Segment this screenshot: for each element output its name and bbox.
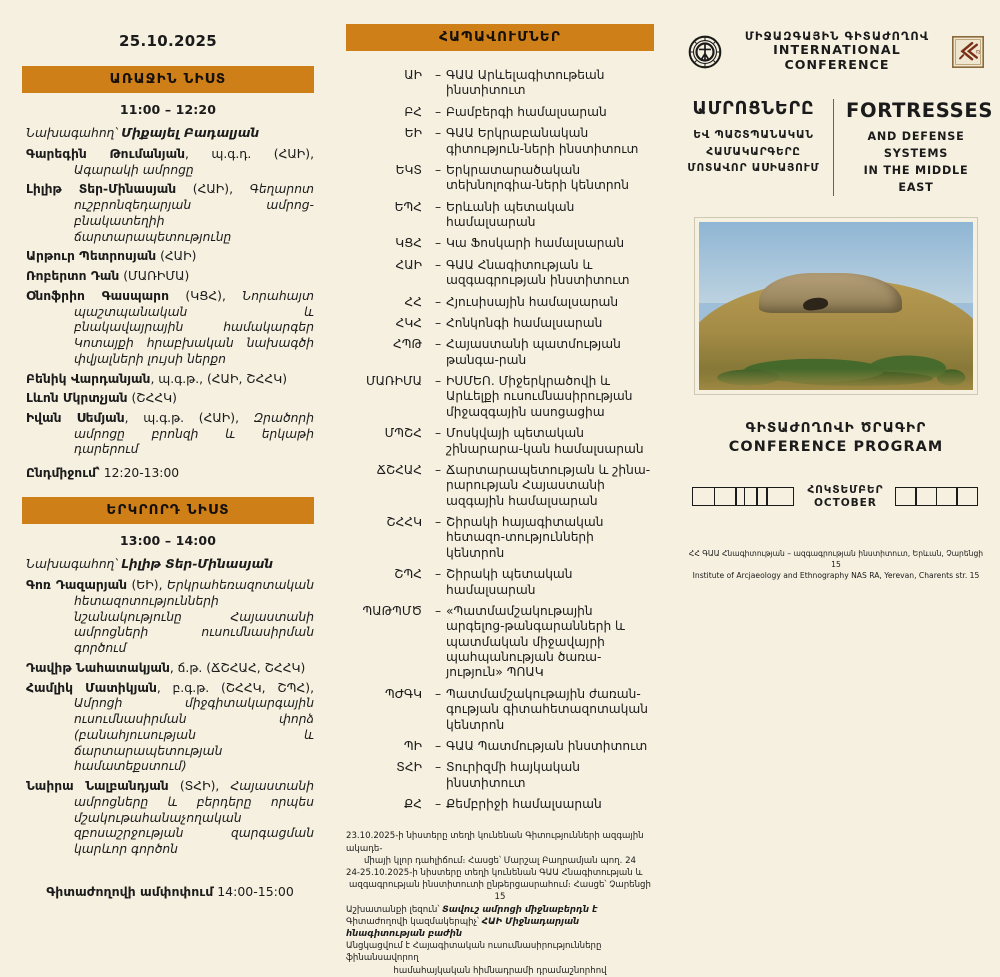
program-title-en: CONFERENCE PROGRAM xyxy=(728,438,944,455)
abbreviation-value: Կա Ֆոսկարի համալսարան xyxy=(446,236,625,251)
abbreviation-row xyxy=(346,463,654,509)
abbreviation-row xyxy=(346,374,654,420)
working-language-label: Աշխատանքի լեզուն՝ xyxy=(346,904,440,915)
dash-separator: – xyxy=(434,315,442,330)
crenellation-left-icon xyxy=(694,487,794,506)
conference-title-en xyxy=(833,99,994,196)
session-2-chair xyxy=(26,557,314,571)
closing-label: Գիտաժողովի ամփոփում xyxy=(46,883,214,899)
closing-time: 14:00-15:00 xyxy=(217,883,294,899)
dash-separator: – xyxy=(434,515,442,529)
abbreviation-key: ԱԻ xyxy=(404,68,422,82)
speaker-name: Նաիրա Նալբանդյան xyxy=(26,779,169,794)
institute-credit-hy: ՀՀ ԳԱԱ Հնագիտության – ազգագրության ինստիտուտ, Երևան, Չարենցի 15 xyxy=(688,548,984,569)
abbreviation-row xyxy=(346,316,654,331)
abbreviation-row xyxy=(346,515,654,561)
abbreviation-key: ՃՇՀԱՀ xyxy=(376,462,422,477)
abbreviation-key: ՊԻ xyxy=(403,738,422,753)
footnote-line: 24-25.10.2025-ի նիստերը տեղի կունենան ԳԱԱ Հնագիտության և xyxy=(346,867,643,878)
footnote-line: ազգագրության ինստիտուտի ընթերցասրահում։ Հասցե՝ Չարենցի 15 xyxy=(349,880,651,903)
program-title-hy: ԳԻՏԱԺՈՂՈՎԻ ԾՐԱԳԻՐ xyxy=(745,420,927,437)
abbreviation-value: Շիրակի հայագիտական հետազո-տությունների կենտրոն xyxy=(446,515,604,560)
title-sub-hy-line: ԵՎ ՊԱՇՏՊԱՆԱԿԱՆ xyxy=(693,129,814,142)
program-date: 25.10.2025 xyxy=(119,32,217,50)
speaker-affiliation: , պ.գ.դ. (ՀԱԻ), xyxy=(185,147,314,161)
talk-entry xyxy=(26,269,314,285)
abbreviation-row xyxy=(346,258,654,289)
talk-entry xyxy=(26,182,314,245)
abbreviation-key: ՏՀԻ xyxy=(396,760,422,775)
speaker-name: Օնոֆրիո Գասպարո xyxy=(26,288,169,303)
dash-separator: – xyxy=(434,738,442,753)
organizer-label: Գիտաժողովի կազմակերպիչ՝ xyxy=(346,916,480,927)
speaker-affiliation: (ՀԱԻ), xyxy=(176,182,250,197)
conference-title-hy xyxy=(686,99,833,196)
abbreviation-value: Հոնկոնգի համալսարան xyxy=(446,315,603,330)
abbreviation-value: Մոսկվայի պետական շինարարա-կան համալսարան xyxy=(446,426,644,456)
title-main-hy: ԱՄՐՈՑՆԵՐԸ xyxy=(692,99,815,120)
speaker-affiliation: (ԿՑՀ), xyxy=(168,288,243,303)
abbreviation-row xyxy=(346,760,654,791)
month-en: OCTOBER xyxy=(814,496,877,509)
month-hy: ՀՈԿՏԵՄԲԵՐ xyxy=(807,484,884,497)
title-sub-hy-line: ՄՈՏԱՎՈՐ ԱՍԻԱՅՈՒՄ xyxy=(687,161,820,174)
abbreviation-value: ԳԱԱ Պատմության ինստիտուտ xyxy=(446,738,648,753)
session-1-chair xyxy=(26,126,314,140)
session-1-break xyxy=(26,466,314,480)
chair-name: Լիլիթ Տեր-Մինասյան xyxy=(121,557,274,572)
abbreviation-row xyxy=(346,105,654,120)
abbreviation-row xyxy=(346,68,654,99)
conference-title xyxy=(686,99,994,196)
break-time: 12:20-13:00 xyxy=(103,466,180,481)
speaker-affiliation: (ԵԻ), xyxy=(127,578,167,593)
talk-entry xyxy=(26,411,314,458)
speaker-name: Ռոբերտո Դան xyxy=(26,269,120,284)
title-sub-en xyxy=(846,129,986,196)
talk-entry xyxy=(26,249,314,265)
abbreviation-row xyxy=(346,337,654,368)
institute-credit xyxy=(686,548,986,582)
abbreviation-value: Հայաստանի պատմության թանգա-րան xyxy=(446,337,621,367)
speaker-affiliation: , ճ.թ. (ՃՇՀԱՀ, ՇՀՀԿ) xyxy=(169,660,306,675)
conference-emblem-icon xyxy=(688,35,722,69)
brand-title-hy: ՄԻՋԱԶԳԱՅԻՆ ԳԻՏԱԺՈՂՈՎ xyxy=(744,29,930,43)
abbreviation-row xyxy=(346,687,654,733)
session-2-header: ԵՐԿՐՈՐԴ ՆԻՍՏ xyxy=(22,497,314,524)
abbreviation-key: ՀԿՀ xyxy=(395,315,422,330)
footnote-funding-line: Անցկացվում է Հայագիտական ուսումնասիրությունները ֆինանսավորող xyxy=(346,941,602,964)
dash-separator: – xyxy=(434,162,442,177)
speaker-name: Իվան Սեմյան xyxy=(26,411,125,426)
footnote-line: միայի կլոր դահլիճում։ Հասցե՝ Մարշալ Բաղրամյան պող. 24 xyxy=(363,855,637,866)
break-label: Ընդմիջում՝ xyxy=(26,466,100,481)
talk-entry xyxy=(26,779,314,858)
dash-separator: – xyxy=(434,236,442,251)
talk-title: Նորահայտ պաշտպանական և բնակավայրային համակարգեր Կոտայքի հրաբխական նախագծի փվյալների լույսի ներքո xyxy=(74,288,314,366)
dash-separator: – xyxy=(434,257,442,272)
title-sub-en-line: IN THE MIDDLE EAST xyxy=(863,163,969,194)
speaker-affiliation: (ՇՀՀԿ) xyxy=(127,391,177,406)
abbreviation-key: ԵԻ xyxy=(404,126,422,141)
abbreviation-value: ԳԱԱ Արևելագիտութեան ինստիտուտ xyxy=(446,68,605,98)
session-1-time: 11:00 – 12:20 xyxy=(119,102,217,117)
dash-separator: – xyxy=(434,68,442,82)
abbreviation-key: ՇՊՀ xyxy=(394,567,422,582)
title-sub-hy-line: ՀԱՄԱԿԱՐԳԵՐԸ xyxy=(706,145,801,158)
dash-separator: – xyxy=(434,567,442,582)
abbreviation-value: Բամբերգի համալսարան xyxy=(446,104,607,119)
abbreviation-key: ՄԱՌԻՄԱ xyxy=(365,374,422,388)
speaker-name: Համլիկ Մատիկյան xyxy=(26,680,157,695)
abbreviation-value: ԳԱԱ Հնագիտության և ազգագրության ինստիտուտ xyxy=(446,257,630,288)
abbreviation-value: ԻՍՄԵՈ. Միջերկրածովի և Արևելքի ուսումնասիրության միջազգային ասոցացիա xyxy=(446,374,633,419)
abbreviation-key: ՇՀՀԿ xyxy=(386,515,422,529)
dash-separator: – xyxy=(434,760,442,775)
talk-title: Հայաստանի ամրոցները և բերդերը որպես մշակութահանաչողական զբոսաշրջության զարգացման կարևոր գործոն xyxy=(74,779,314,856)
abbreviation-value: Ճարտարապետության և շինա-րարության Հայաստանի ազգային համալսարան xyxy=(446,462,651,508)
speaker-affiliation: , պ.գ.թ., (ՀԱԻ, ՇՀՀԿ) xyxy=(150,371,288,386)
abbreviation-row xyxy=(346,200,654,231)
chair-role-label: Նախագահող՝ xyxy=(26,126,118,140)
talk-entry xyxy=(26,681,314,775)
speaker-name: Արթուր Պետրոսյան xyxy=(26,249,157,264)
abbreviation-key: ՄՊՇՀ xyxy=(384,426,422,441)
abbreviations-list xyxy=(346,68,654,812)
abbreviation-row xyxy=(346,426,654,457)
closing-note xyxy=(26,884,314,899)
talk-title: Երկրահեռազոտական հետազոտությունների նշանակությունը Հայաստանի ամրոցների ուսումնասիրման գործում xyxy=(74,578,314,656)
chair-role-label: Նախագահող՝ xyxy=(26,557,118,572)
speaker-name: Գոռ Դազարյան xyxy=(26,578,128,593)
speaker-name: Լևոն Մկրտչյան xyxy=(26,391,128,406)
institute-emblem-icon xyxy=(952,36,984,68)
abbreviation-key: ՀԱԻ xyxy=(395,257,422,272)
talk-entry xyxy=(26,578,314,657)
speaker-affiliation: , պ.գ.թ. (ՀԱԻ), xyxy=(124,411,254,426)
abbreviation-row xyxy=(346,163,654,194)
program-title xyxy=(686,420,986,456)
speaker-name: Գարեգին Թումանյան xyxy=(26,147,186,161)
dash-separator: – xyxy=(434,797,442,811)
dash-separator: – xyxy=(434,104,442,119)
photo-grass xyxy=(699,369,973,391)
speaker-name: Լիլիթ Տեր-Մինասյան xyxy=(26,182,177,197)
brand-title-en: INTERNATIONAL CONFERENCE xyxy=(773,42,901,73)
svg-text:ռ: ռ xyxy=(976,47,981,56)
abbreviation-row xyxy=(346,567,654,598)
dash-separator: – xyxy=(434,337,442,352)
talk-entry xyxy=(26,289,314,368)
dash-separator: – xyxy=(434,462,442,477)
abbreviation-key: ՊԺԳԿ xyxy=(384,686,422,701)
title-sub-en-line: SYSTEMS xyxy=(883,146,949,160)
abbreviations-header: ՀԱՊԱՎՈՒՄՆԵՐ xyxy=(346,24,654,51)
footnote-line: 23.10.2025-ի նիստերը տեղի կունենան Գիտությունների ազգային ակադե- xyxy=(346,831,644,854)
title-sub-hy xyxy=(686,127,821,176)
abbreviation-key: ԲՀ xyxy=(404,104,422,119)
speaker-affiliation: (ՄԱՌԻՄԱ) xyxy=(119,269,190,284)
abbreviation-row xyxy=(346,126,654,157)
abbreviation-value: Պատմամշակութային ժառան-գության գիտահետազոտական կենտրոն xyxy=(446,686,648,732)
crenellation-right-icon xyxy=(896,487,978,506)
talk-entry xyxy=(26,147,314,178)
abbreviation-key: ԿՑՀ xyxy=(395,236,422,251)
abbreviation-key: ԵԿՏ xyxy=(395,162,422,177)
abbreviation-key: ՀՊԹ xyxy=(393,337,422,352)
abbreviation-value: Երևանի պետական համալսարան xyxy=(446,199,575,229)
abbreviation-value: Հյուսիսային համալսարան xyxy=(446,294,619,309)
schedule-column xyxy=(0,0,332,899)
organizer-value: ՀԱԻ Միջնադարյան հնագիտության բաժին xyxy=(346,916,580,939)
dash-separator: – xyxy=(434,199,442,214)
fortress-photo xyxy=(695,218,977,394)
section-gap xyxy=(22,480,314,497)
abbreviation-value: ԳԱԱ Երկրաբանական գիտություն-ների ինստիտուտ xyxy=(446,126,639,156)
speaker-name: Բենիկ Վարդանյան xyxy=(26,371,151,386)
talk-entry xyxy=(26,661,314,677)
brand-header xyxy=(688,30,984,73)
abbreviation-row xyxy=(346,236,654,251)
chair-name: Միքայել Բադալյան xyxy=(121,126,260,140)
footnote-funding-line: համահայկական հիմնադրամի դրամաշնորհով xyxy=(393,965,607,976)
dash-separator: – xyxy=(434,686,442,701)
footnote-working-language xyxy=(346,904,654,916)
footnote-organizer xyxy=(346,916,654,940)
speaker-affiliation: (ՏՀԻ), xyxy=(168,779,231,794)
abbreviation-row xyxy=(346,739,654,754)
brand-title-block xyxy=(722,30,952,73)
abbreviation-key: ՔՀ xyxy=(404,797,422,811)
talk-title: Գեղարոտ ուշբրոնզեդարյան ամրոց-բնակատեղիի ճարտարապետությունը xyxy=(74,182,314,244)
abbreviation-value: Քեմբրիջի համալսարան xyxy=(446,797,602,811)
speaker-affiliation: , բ.գ.թ. (ՇՀՀԿ, ՇՊՀ), xyxy=(156,680,314,695)
abbreviation-key: ՊԱԹՊՄԾ xyxy=(362,603,422,618)
talk-entry xyxy=(26,391,314,407)
working-language-value: Տավուշ ամրոցի միջնաբերդն է xyxy=(442,904,598,915)
abbreviations-column xyxy=(332,0,670,976)
abbreviation-row xyxy=(346,604,654,681)
cover-column xyxy=(670,0,1000,707)
abbreviation-row xyxy=(346,295,654,310)
abbreviation-value: Շիրակի պետական համալսարան xyxy=(446,567,573,597)
month-banner xyxy=(686,484,986,509)
abbreviation-key: ԵՊՀ xyxy=(394,199,422,214)
title-main-en: FORTRESSES xyxy=(846,99,994,123)
talk-entry xyxy=(26,372,314,388)
session-2-time: 13:00 – 14:00 xyxy=(119,533,217,549)
talk-title: Ագարակի ամրոցը xyxy=(74,162,194,177)
dash-separator: – xyxy=(434,603,442,618)
speaker-name: Դավիթ Նահատակյան xyxy=(26,660,170,675)
abbreviation-row xyxy=(346,797,654,812)
dash-separator: – xyxy=(434,126,442,141)
venue-footnote xyxy=(346,830,654,976)
abbreviation-value: Տուրիզմի հայկական ինստիտուտ xyxy=(446,760,580,790)
abbreviation-key: ՀՀ xyxy=(404,294,422,309)
abbreviation-value: Երկրատարածական տեխնոլոգիա-ների կենտրոն xyxy=(446,162,630,193)
dash-separator: – xyxy=(434,374,442,388)
dash-separator: – xyxy=(434,426,442,441)
month-label xyxy=(804,484,886,509)
abbreviation-value: «Պատմամշակութային արգելոց-թանգարանների և պատմական միջավայրի պահպանության ծառա-յություն» ՊՈԱԿ xyxy=(446,603,625,680)
institute-credit-en: Institute of Arcjaeology and Ethnography NAS RA, Yerevan, Charents str. 15 xyxy=(692,571,980,581)
dash-separator: – xyxy=(434,294,442,309)
speaker-affiliation: (ՀԱԻ) xyxy=(156,249,197,264)
session-1-header: ԱՌԱՋԻՆ ՆԻՍՏ xyxy=(22,66,314,93)
title-sub-en-line: AND DEFENSE xyxy=(867,130,965,144)
talk-title: Ամրոցի միջգիտակարգային ուսումնասիրման փորձ (բանահյուսության և ճարտարապետության համատեքստում) xyxy=(74,696,314,774)
talk-title: Զրածորի ամրոցը բրոնզի և երկաթի դարերում xyxy=(74,411,314,457)
